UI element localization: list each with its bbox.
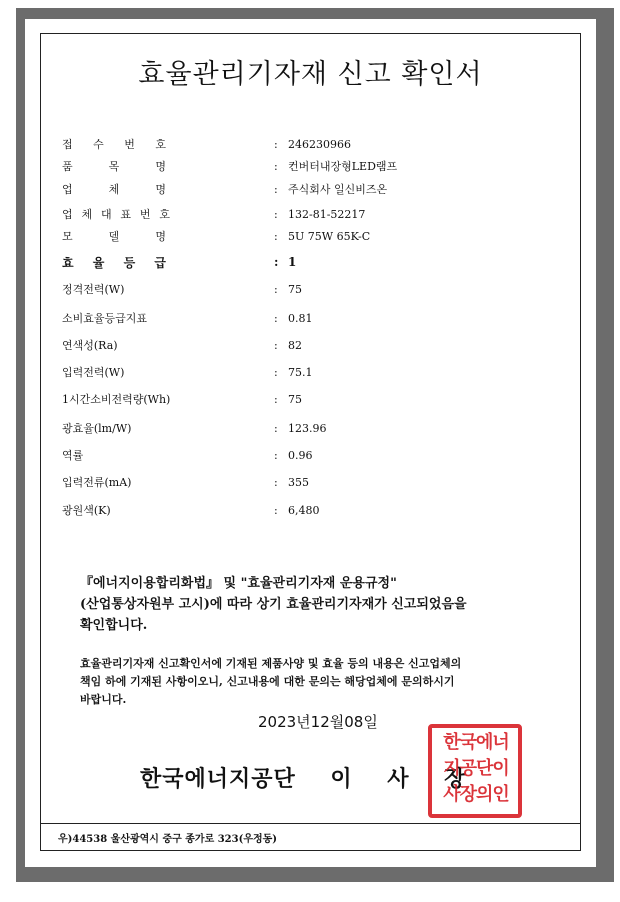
field-label: 소비효율등급지표 <box>62 312 148 325</box>
field-value: 컨버터내장형LED램프 <box>288 160 398 173</box>
field-label-char: 대 <box>100 208 112 221</box>
confirmation-statement <box>80 573 560 636</box>
field-value: 82 <box>288 338 302 352</box>
field-label: 1시간소비전력량(Wh) <box>62 393 171 406</box>
field-colon: : <box>274 365 278 379</box>
field-row <box>62 226 370 246</box>
field-value: 355 <box>288 475 309 489</box>
field-colon: : <box>274 311 278 325</box>
field-row <box>62 500 320 520</box>
field-label: 연색성(Ra) <box>62 339 118 352</box>
field-colon: : <box>274 282 278 296</box>
field-label-char: 업 <box>62 183 73 196</box>
field-colon: : <box>274 475 278 489</box>
field-value: 75 <box>288 282 302 296</box>
field-colon: : <box>274 159 278 173</box>
field-label-char: 접 <box>62 138 73 151</box>
field-row <box>62 204 365 224</box>
field-label <box>62 136 274 152</box>
statement-line: (산업통상자원부 고시)에 따라 상기 효율관리기자재가 신고되었음을 <box>80 597 467 612</box>
field-value: 0.96 <box>288 448 313 462</box>
field-row <box>62 472 309 492</box>
field-value: 75.1 <box>288 365 313 379</box>
field-colon: : <box>274 503 278 517</box>
field-colon: : <box>274 182 278 196</box>
disclaimer-notice <box>80 655 550 709</box>
field-row <box>62 362 313 382</box>
issue-date: 2023년12월08일 <box>258 713 378 731</box>
field-value: 6,480 <box>288 503 320 517</box>
field-label: 입력전류(mA) <box>62 476 132 489</box>
statement-line: 확인합니다. <box>80 618 148 633</box>
field-label-char: 번 <box>124 138 135 151</box>
field-label: 역률 <box>62 449 84 462</box>
field-label-char: 호 <box>155 138 166 151</box>
field-label-char: 델 <box>108 230 120 243</box>
field-label <box>62 254 274 271</box>
field-value: 123.96 <box>288 421 327 435</box>
field-label-char: 표 <box>120 208 132 221</box>
footer-address: 우)44538 울산광역시 중구 종가로 323(우정동) <box>58 834 278 845</box>
seal-text-line: 한국에너 <box>443 732 509 753</box>
field-colon: : <box>274 255 279 269</box>
notice-line: 책임 하에 기재된 사항이오니, 신고내용에 대한 문의는 해당업체에 문의하시기 <box>80 675 455 688</box>
field-label: 광효율(lm/W) <box>62 422 132 435</box>
field-value: 5U 75W 65K-C <box>288 229 371 243</box>
field-label: 정격전력(W) <box>62 283 125 296</box>
field-label <box>62 158 274 174</box>
field-label-char: 품 <box>62 160 73 173</box>
statement-line: 『에너지이용합리화법』 및 "효율관리기자재 운용규정" <box>80 576 397 591</box>
field-value: 1 <box>288 255 297 269</box>
field-label <box>62 228 274 244</box>
seal-text-line: 사장의인 <box>443 784 509 805</box>
seal-text-line: 지공단이 <box>443 758 509 779</box>
field-row <box>62 445 313 465</box>
field-row <box>62 134 351 154</box>
field-colon: : <box>274 137 278 151</box>
field-label-char: 명 <box>155 160 166 173</box>
field-row <box>62 279 302 299</box>
issuer-name: 한국에너지공단 이 사 장 <box>140 767 467 792</box>
field-label: 광원색(K) <box>62 504 111 517</box>
footer-divider <box>40 823 581 824</box>
certificate-title: 효율관리기자재 신고 확인서 <box>138 59 483 90</box>
notice-line: 바랍니다. <box>80 693 127 706</box>
field-label-char: 모 <box>62 230 73 243</box>
field-row <box>62 156 397 176</box>
field-row <box>62 418 327 438</box>
field-label-char: 업 <box>62 208 73 221</box>
field-value: 75 <box>288 392 302 406</box>
field-colon: : <box>274 421 278 435</box>
field-label-char: 율 <box>92 255 105 270</box>
field-label <box>62 181 274 197</box>
field-row <box>62 389 302 409</box>
field-label-char: 효 <box>62 255 74 270</box>
field-colon: : <box>274 448 278 462</box>
field-label-char: 목 <box>108 160 120 173</box>
official-seal <box>428 724 522 818</box>
field-value: 주식회사 일신비즈온 <box>288 183 388 196</box>
field-label-char: 체 <box>108 183 120 196</box>
field-label-char: 체 <box>81 208 93 221</box>
field-value: 246230966 <box>288 137 351 151</box>
notice-line: 효율관리기자재 신고확인서에 기재된 제품사양 및 효율 등의 내용은 신고업체의 <box>80 657 462 670</box>
field-colon: : <box>274 392 278 406</box>
field-label <box>62 206 274 222</box>
field-value: 132-81-52217 <box>288 207 366 221</box>
field-colon: : <box>274 338 278 352</box>
field-label-char: 급 <box>154 255 166 270</box>
field-row <box>62 308 313 328</box>
field-colon: : <box>274 229 278 243</box>
field-row <box>62 179 387 199</box>
field-label-char: 명 <box>155 183 166 196</box>
field-row <box>62 335 302 355</box>
field-row <box>62 252 296 272</box>
field-label-char: 수 <box>93 138 104 151</box>
field-label-char: 호 <box>159 208 170 221</box>
field-colon: : <box>274 207 278 221</box>
field-label-char: 등 <box>123 255 136 270</box>
field-label-char: 명 <box>155 230 166 243</box>
field-value: 0.81 <box>288 311 313 325</box>
field-label-char: 번 <box>139 208 151 221</box>
field-label: 입력전력(W) <box>62 366 125 379</box>
